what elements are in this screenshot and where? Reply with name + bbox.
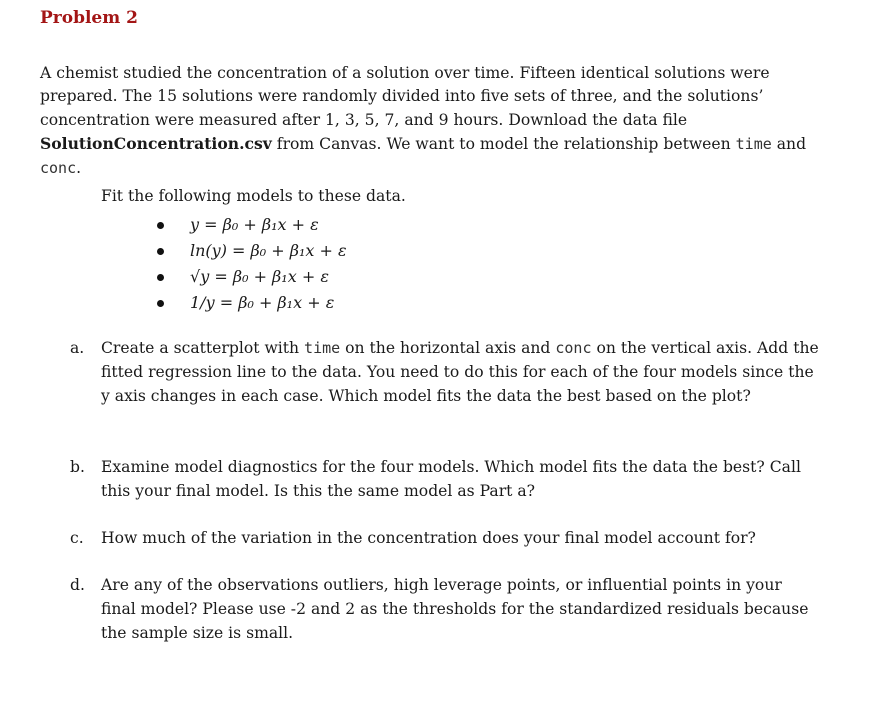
fit-lead-text: Fit the following models to these data. [101, 187, 406, 205]
question-c-text: How much of the variation in the concentration does your final model account for? [101, 529, 756, 547]
model-item-linear: y = β₀ + β₁x + ε [150, 212, 347, 238]
intro-end: . [76, 158, 82, 177]
question-a-text-3: on the vertical axis. Add the fitted regression line to the data. You need to do this for each of the four models since the y axis changes in each case. Which model fits the data the best based on the plot? [101, 339, 819, 405]
model-item-sqrt: √y = β₀ + β₁x + ε [150, 264, 347, 290]
var-conc: conc [40, 158, 77, 177]
code-time: time [304, 339, 341, 357]
question-text [101, 526, 821, 550]
question-a-text-1: Create a scatterplot with [101, 339, 305, 357]
data-filename: SolutionConcentration.csv [40, 134, 272, 154]
question-d-text: Are any of the observations outliers, high leverage points, or influential points in your final model? Please use -2 and 2 as the thresholds for the standardized residuals because the sample size is small. [101, 576, 809, 642]
intro-paragraph [40, 62, 840, 180]
code-conc: conc [555, 339, 592, 357]
question-label: d. [70, 576, 85, 594]
question-a-text-2: on the horizontal axis and [340, 339, 556, 357]
question-label: a. [70, 339, 85, 357]
question-text [101, 573, 821, 645]
model-item-reciprocal: 1/y = β₀ + β₁x + ε [150, 290, 347, 316]
intro-text-1: A chemist studied the concentration of a solution over time. Fifteen identical solutions were prepared. The 15 solutions were randomly divided into five sets of three, and the solutions’ concentration were measured after 1, 3, 5, 7, and 9 hours. Download the data file [40, 64, 770, 129]
question-b-text: Examine model diagnostics for the four models. Which model fits the data the best? Call this your final model. Is this the same model as Part a? [101, 458, 801, 500]
question-text [101, 455, 821, 503]
question-text [101, 336, 821, 408]
intro-and: and [771, 135, 807, 154]
question-label: b. [70, 458, 85, 476]
var-time: time [735, 135, 772, 154]
problem-title: Problem 2 [40, 8, 138, 28]
question-label: c. [70, 529, 84, 547]
model-list [150, 212, 347, 316]
intro-text-2: from Canvas. We want to model the relationship between [271, 135, 736, 154]
model-item-log: ln(y) = β₀ + β₁x + ε [150, 238, 347, 264]
